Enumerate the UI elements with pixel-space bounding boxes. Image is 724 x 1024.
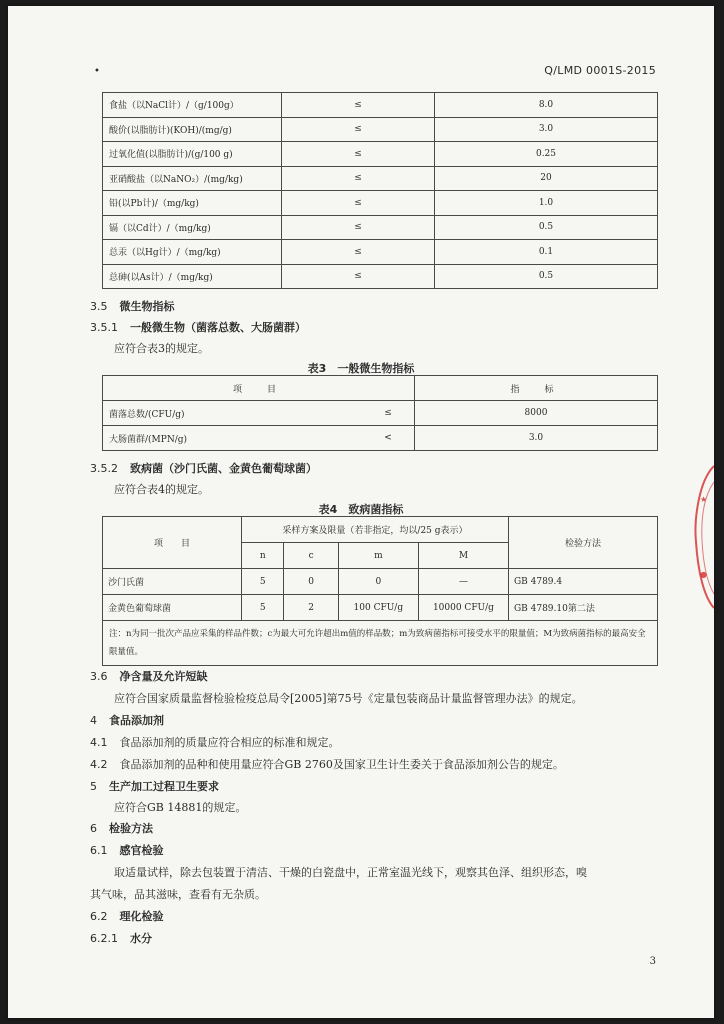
seal-stamp-icon (692, 462, 714, 612)
row-value: 0.5 (435, 264, 658, 289)
document-page (8, 6, 714, 1018)
table-row (103, 569, 658, 595)
row-symbol: ≤ (282, 117, 435, 142)
h-n: n (242, 543, 284, 569)
row-symbol: ≤ (282, 166, 435, 191)
section-6-1-body-2: 其气味，品其滋味，查看有无杂质。 (90, 888, 266, 901)
section-3-6: 3.6 净含量及允许短缺 (90, 670, 208, 683)
svg-text:●: ● (700, 570, 707, 579)
table3-caption: 表3 一般微生物指标 (307, 362, 415, 375)
section-6: 6 检验方法 (90, 822, 153, 835)
h-plan: 采样方案及限量（若非指定，均以/25 g表示） (242, 517, 509, 543)
page-number: 3 (649, 956, 656, 967)
row-item: 酸价(以脂肪计)(KOH)/(mg/g) (103, 117, 282, 142)
h-c: c (284, 543, 338, 569)
section-6-2-1: 6.2.1 水分 (90, 932, 152, 945)
row-symbol: ≤ (282, 191, 435, 216)
row-item: 镉（以Cd计）/（mg/kg) (103, 215, 282, 240)
row-item: 沙门氏菌 (103, 569, 242, 595)
pathogen-table (102, 516, 658, 666)
row-item: 食盐（以NaCl计）/（g/100g） (103, 93, 282, 118)
doc-code: Q/LMD 0001S-2015 (544, 64, 656, 77)
row-symbol: ≤ (282, 215, 435, 240)
row-value: 20 (435, 166, 658, 191)
row-item: 总汞（以Hg计）/（mg/kg) (103, 240, 282, 265)
row-symbol: < (362, 426, 415, 451)
row-symbol: ≤ (282, 264, 435, 289)
section-6-2: 6.2 理化检验 (90, 910, 164, 923)
row-method: GB 4789.10第二法 (508, 595, 657, 621)
row-value: 0.1 (435, 240, 658, 265)
section-4: 4 食品添加剂 (90, 714, 164, 727)
table-row (103, 142, 658, 167)
row-item: 过氧化值(以脂肪计)/(g/100 g) (103, 142, 282, 167)
row-symbol: ≤ (282, 142, 435, 167)
table-row (103, 426, 658, 451)
row-value: 8000 (415, 401, 658, 426)
section-3-5-1: 3.5.1 一般微生物（菌落总数、大肠菌群） (90, 321, 306, 334)
row-value: 0.25 (435, 142, 658, 167)
row-symbol: ≤ (282, 240, 435, 265)
row-value: 3.0 (415, 426, 658, 451)
h-method: 检验方法 (508, 517, 657, 569)
section-4-2: 4.2 食品添加剂的品种和使用量应符合GB 2760及国家卫生计生委关于食品添加剂公告的规定。 (90, 758, 564, 771)
svg-text:★: ★ (700, 495, 708, 504)
row-M: 10000 CFU/g (418, 595, 508, 621)
row-c: 0 (284, 569, 338, 595)
section-5: 5 生产加工过程卫生要求 (90, 780, 219, 793)
table-row (103, 191, 658, 216)
row-value: 8.0 (435, 93, 658, 118)
table-row (103, 166, 658, 191)
row-value: 1.0 (435, 191, 658, 216)
section-3-5-2: 3.5.2 致病菌（沙门氏菌、金黄色葡萄球菌） (90, 462, 317, 475)
row-item: 菌落总数/(CFU/g) (103, 401, 363, 426)
row-value: 3.0 (435, 117, 658, 142)
row-n: 5 (242, 595, 284, 621)
h-m: m (338, 543, 418, 569)
speck-mark: • (94, 66, 100, 77)
row-m: 0 (338, 569, 418, 595)
header-item: 项 目 (103, 376, 415, 401)
table-row (103, 401, 658, 426)
row-item: 总砷(以As计）/（mg/kg) (103, 264, 282, 289)
header-value: 指 标 (415, 376, 658, 401)
section-6-1-body-1: 取适量试样，除去包装置于清洁、干燥的白瓷盘中，正常室温光线下，观察其色泽、组织形态，嗅 (114, 866, 587, 879)
general-microbe-table (102, 375, 658, 451)
row-method: GB 4789.4 (508, 569, 657, 595)
row-symbol: ≤ (282, 93, 435, 118)
h-M: M (418, 543, 508, 569)
table-row (103, 93, 658, 118)
section-3-5-1-body: 应符合表3的规定。 (114, 342, 209, 355)
row-item: 金黄色葡萄球菌 (103, 595, 242, 621)
section-6-1: 6.1 感官检验 (90, 844, 164, 857)
row-symbol: ≤ (362, 401, 415, 426)
row-n: 5 (242, 569, 284, 595)
row-M: — (418, 569, 508, 595)
section-5-body: 应符合GB 14881的规定。 (114, 801, 247, 814)
h-item: 项 目 (103, 517, 242, 569)
row-m: 100 CFU/g (338, 595, 418, 621)
table-row (103, 595, 658, 621)
section-3-5: 3.5 微生物指标 (90, 300, 175, 313)
table4-caption: 表4 致病菌指标 (318, 503, 404, 516)
row-c: 2 (284, 595, 338, 621)
row-item: 大肠菌群/(MPN/g) (103, 426, 363, 451)
table-row (103, 215, 658, 240)
row-item: 亚硝酸盐（以NaNO₂）/(mg/kg) (103, 166, 282, 191)
section-4-1: 4.1 食品添加剂的质量应符合相应的标准和规定。 (90, 736, 340, 749)
section-3-6-body: 应符合国家质量监督检验检疫总局令[2005]第75号《定量包装商品计量监督管理办法》的规定。 (114, 692, 583, 705)
table4-note: 注：n为同一批次产品应采集的样品件数；c为最大可允许超出m值的样品数；m为致病菌指标可接受水平的限量值；M为致病菌指标的最高安全限量值。 (103, 621, 658, 666)
row-item: 铅(以Pb计)/（mg/kg) (103, 191, 282, 216)
table-row (103, 264, 658, 289)
row-value: 0.5 (435, 215, 658, 240)
section-3-5-2-body: 应符合表4的规定。 (114, 483, 209, 496)
table-row (103, 117, 658, 142)
limits-table (102, 92, 658, 289)
table-row (103, 240, 658, 265)
